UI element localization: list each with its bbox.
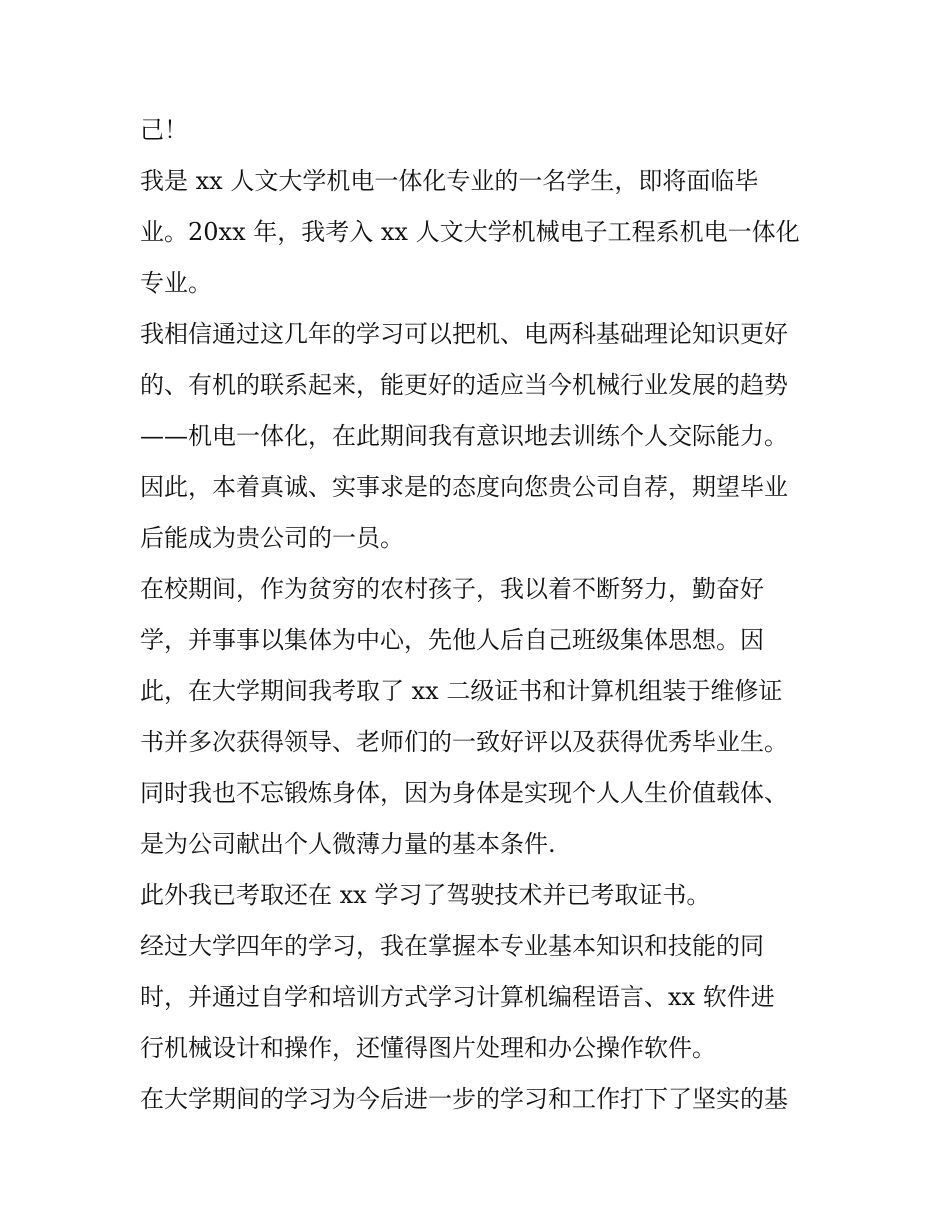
text-line: 后能成为贵公司的一员。 [140,524,404,552]
text-line: 的、有机的联系起来，能更好的适应当今机械行业发展的趋势 [140,371,788,399]
text-line: 行机械设计和操作，还懂得图片处理和办公操作软件。 [140,1034,716,1062]
text-line: 己！ [140,116,188,144]
text-line: 是为公司献出个人微薄力量的基本条件. [140,830,556,858]
text-line: 同时我也不忘锻炼身体，因为身体是实现个人人生价值载体、 [140,779,788,807]
text-line: ——机电一体化，在此期间我有意识地去训练个人交际能力。 [140,422,788,450]
text-line: 我相信通过这几年的学习可以把机、电两科基础理论知识更好 [140,320,788,348]
text-line: 此，在大学期间我考取了 xx 二级证书和计算机组装于维修证 [140,677,783,705]
text-line: 经过大学四年的学习，我在掌握本专业基本知识和技能的同 [140,932,764,960]
text-line: 时，并通过自学和培训方式学习计算机编程语言、xx 软件进 [140,983,775,1011]
text-line: 因此，本着真诚、实事求是的态度向您贵公司自荐，期望毕业 [140,473,788,501]
text-line: 在大学期间的学习为今后进一步的学习和工作打下了坚实的基 [140,1085,788,1113]
text-line: 此外我已考取还在 xx 学习了驾驶技术并已考取证书。 [140,881,711,909]
text-line: 业。20xx 年，我考入 xx 人文大学机械电子工程系机电一体化 [140,218,800,246]
text-line: 书并多次获得领导、老师们的一致好评以及获得优秀毕业生。 [140,728,788,756]
text-line: 我是 xx 人文大学机电一体化专业的一名学生，即将面临毕 [140,167,759,195]
text-line: 专业。 [140,269,212,297]
text-line: 学，并事事以集体为中心，先他人后自己班级集体思想。因 [140,626,764,654]
text-line: 在校期间，作为贫穷的农村孩子，我以着不断努力，勤奋好 [140,575,764,603]
document-body [140,105,820,1125]
